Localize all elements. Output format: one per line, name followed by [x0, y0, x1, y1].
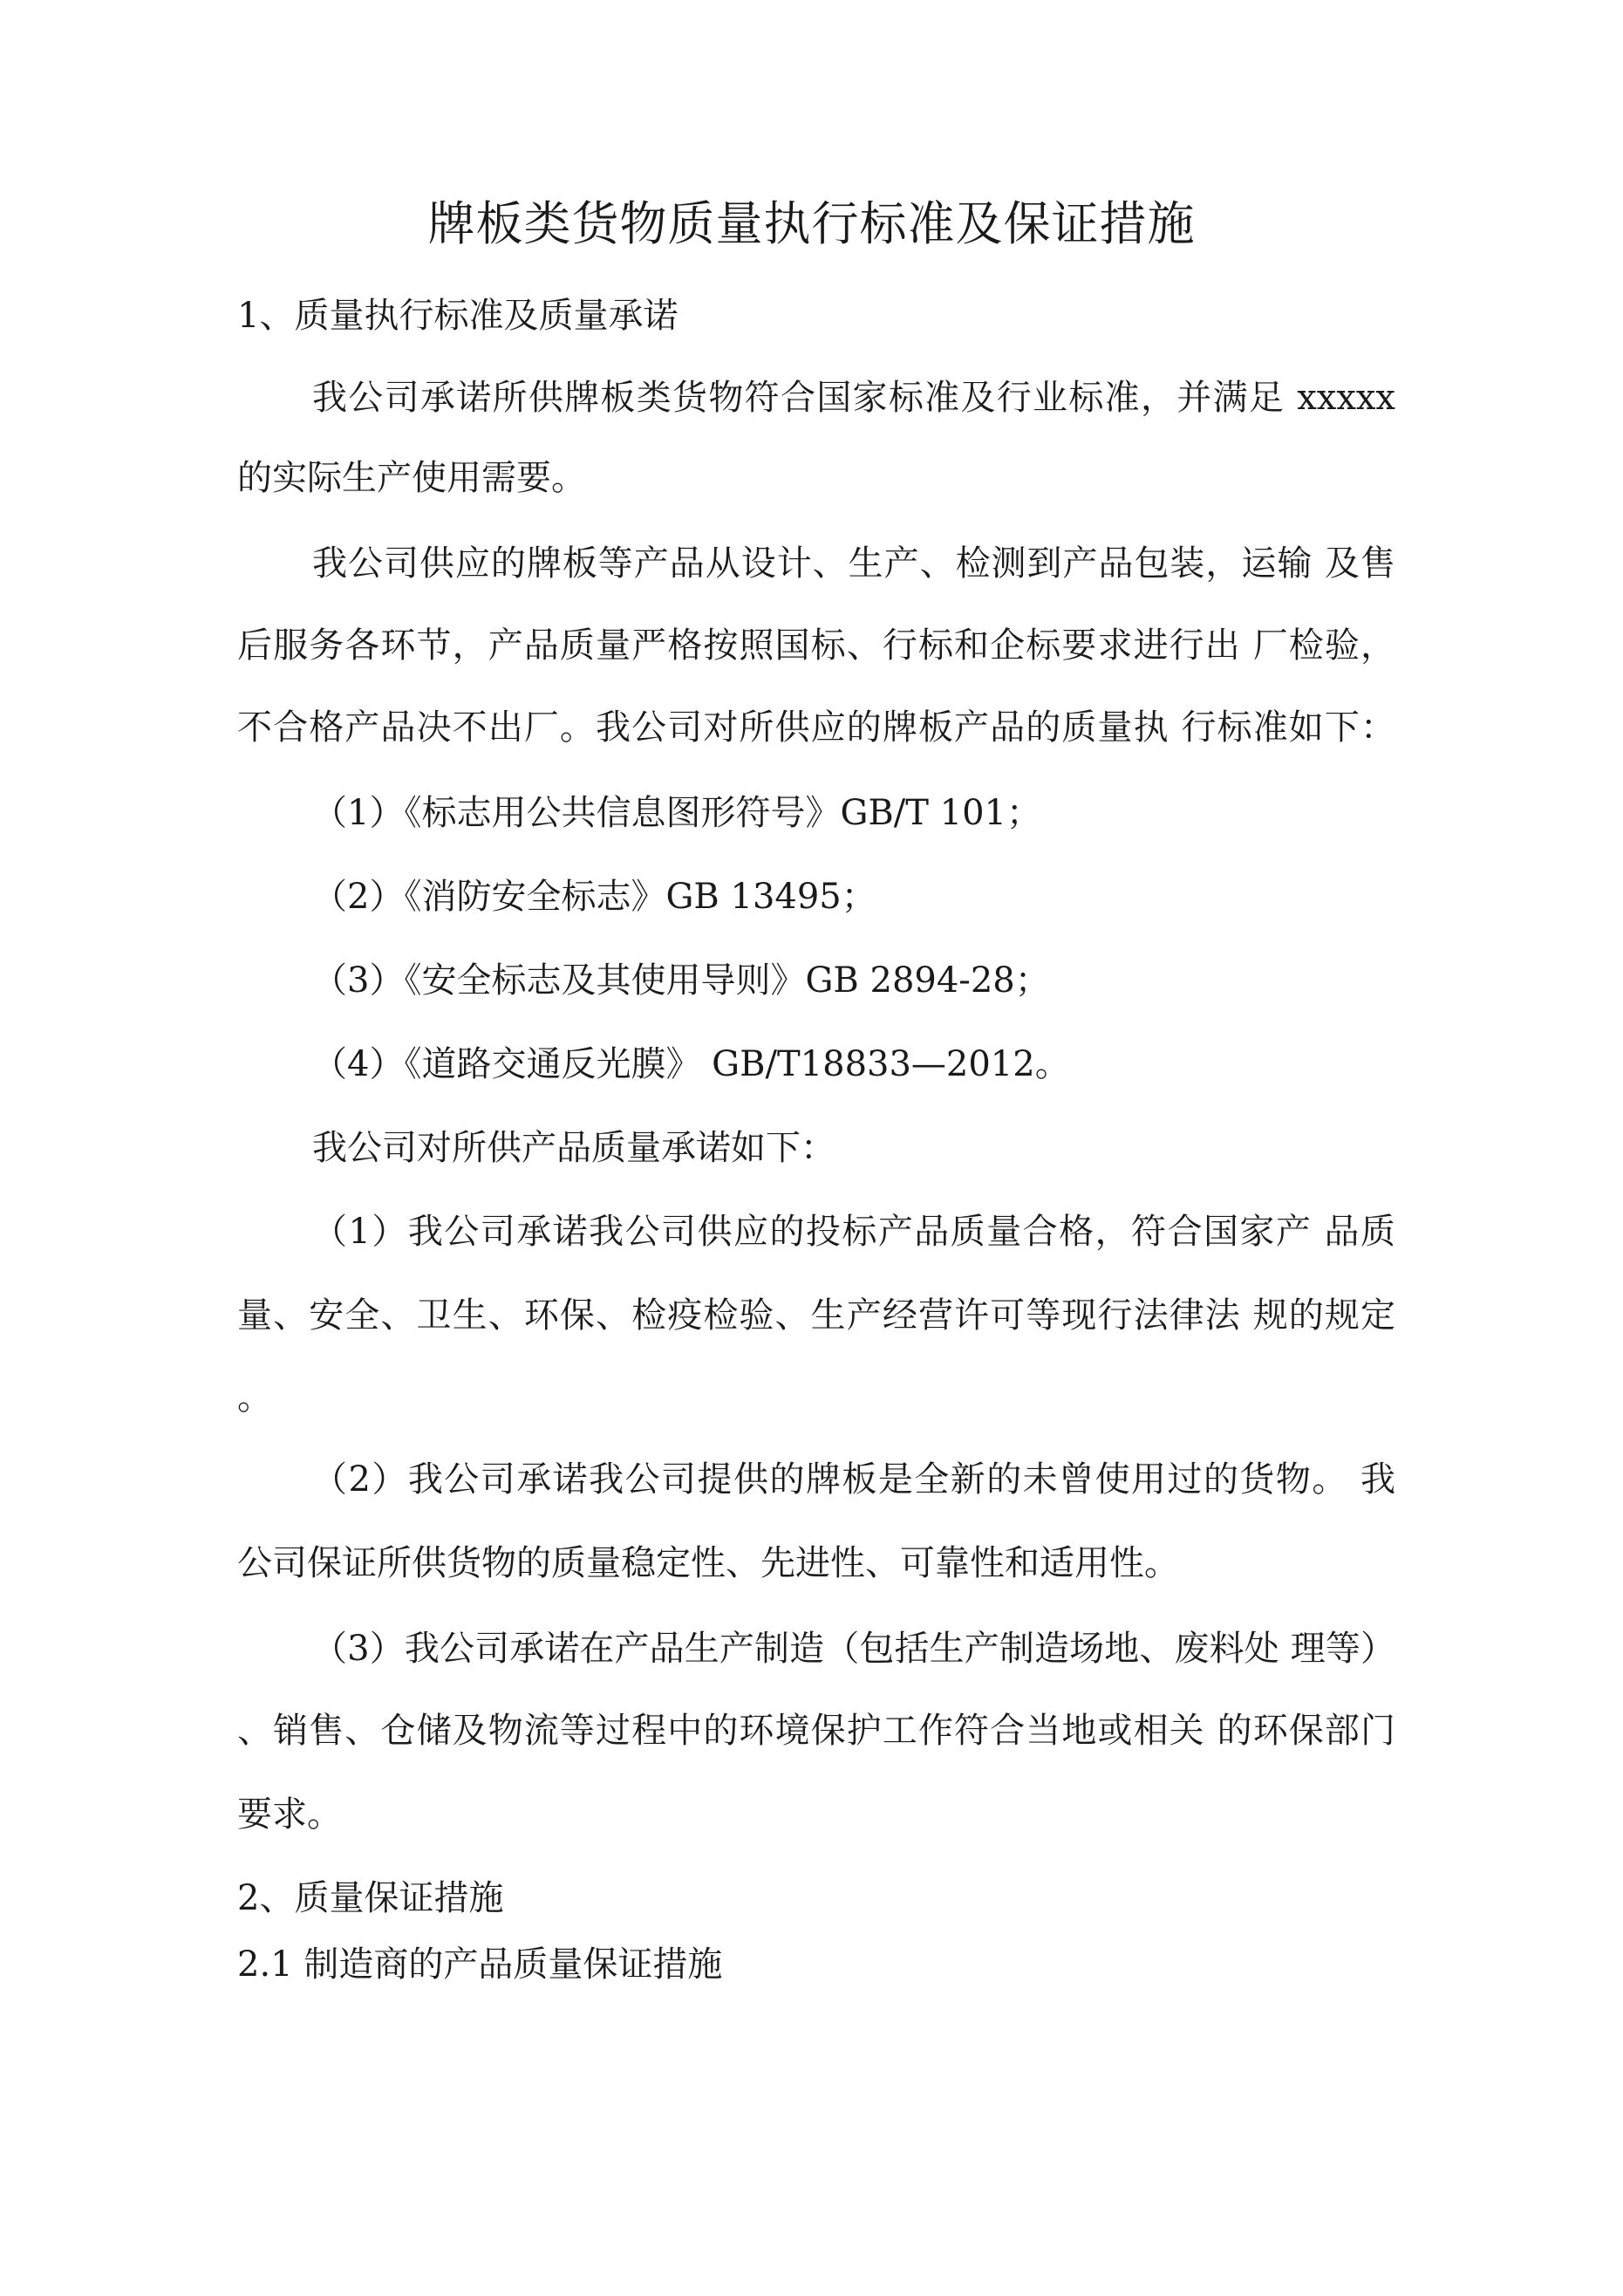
commitment-line: 要求。 [237, 1794, 342, 1835]
standard-item: （4）《道路交通反光膜》 GB/T18833—2012。 [312, 1044, 1070, 1084]
subsection-heading: 2.1 制造商的产品质量保证措施 [237, 1944, 723, 1985]
commitment-line: （1）我公司承诺我公司供应的投标产品质量合格，符合国家产 品质 [312, 1212, 1395, 1252]
standard-item: （1）《标志用公共信息图形符号》GB/T 101； [312, 793, 1042, 833]
paragraph-line: 我公司承诺所供牌板类货物符合国家标准及行业标准，并满足 xxxxx [312, 378, 1395, 418]
commitment-line: 公司保证所供货物的质量稳定性、先进性、可靠性和适用性。 [237, 1543, 1179, 1583]
paragraph-line: 我公司供应的牌板等产品从设计、生产、检测到产品包装，运输 及售 [312, 543, 1395, 584]
section-heading-2: 2、质量保证措施 [237, 1878, 504, 1918]
commitment-line: （2）我公司承诺我公司提供的牌板是全新的未曾使用过的货物。 我 [312, 1459, 1395, 1500]
commitment-line: 量、安全、卫生、环保、检疫检验、生产经营许可等现行法律法 规的规定 [237, 1295, 1395, 1336]
commitment-line: 、销售、仓储及物流等过程中的环境保护工作符合当地或相关 的环保部门 [237, 1711, 1395, 1751]
commitment-line: 。 [237, 1377, 272, 1418]
paragraph-line: 我公司对所供产品质量承诺如下： [312, 1128, 835, 1168]
standard-item: （2）《消防安全标志》GB 13495； [312, 877, 876, 917]
paragraph-line: 后服务各环节，产品质量严格按照国标、行标和企标要求进行出 厂检验， [237, 625, 1395, 666]
section-heading-1: 1、质量执行标准及质量承诺 [237, 296, 679, 336]
commitment-line: （3）我公司承诺在产品生产制造（包括生产制造场地、废料处 理等） [312, 1629, 1395, 1669]
paragraph-line: 不合格产品决不出厂。我公司对所供应的牌板产品的质量执 行标准如下： [237, 707, 1395, 748]
paragraph-line: 的实际生产使用需要。 [237, 458, 586, 498]
standard-item: （3）《安全标志及其使用导则》GB 2894-28； [312, 960, 1050, 1001]
document-title: 牌板类货物质量执行标准及保证措施 [427, 196, 1196, 251]
